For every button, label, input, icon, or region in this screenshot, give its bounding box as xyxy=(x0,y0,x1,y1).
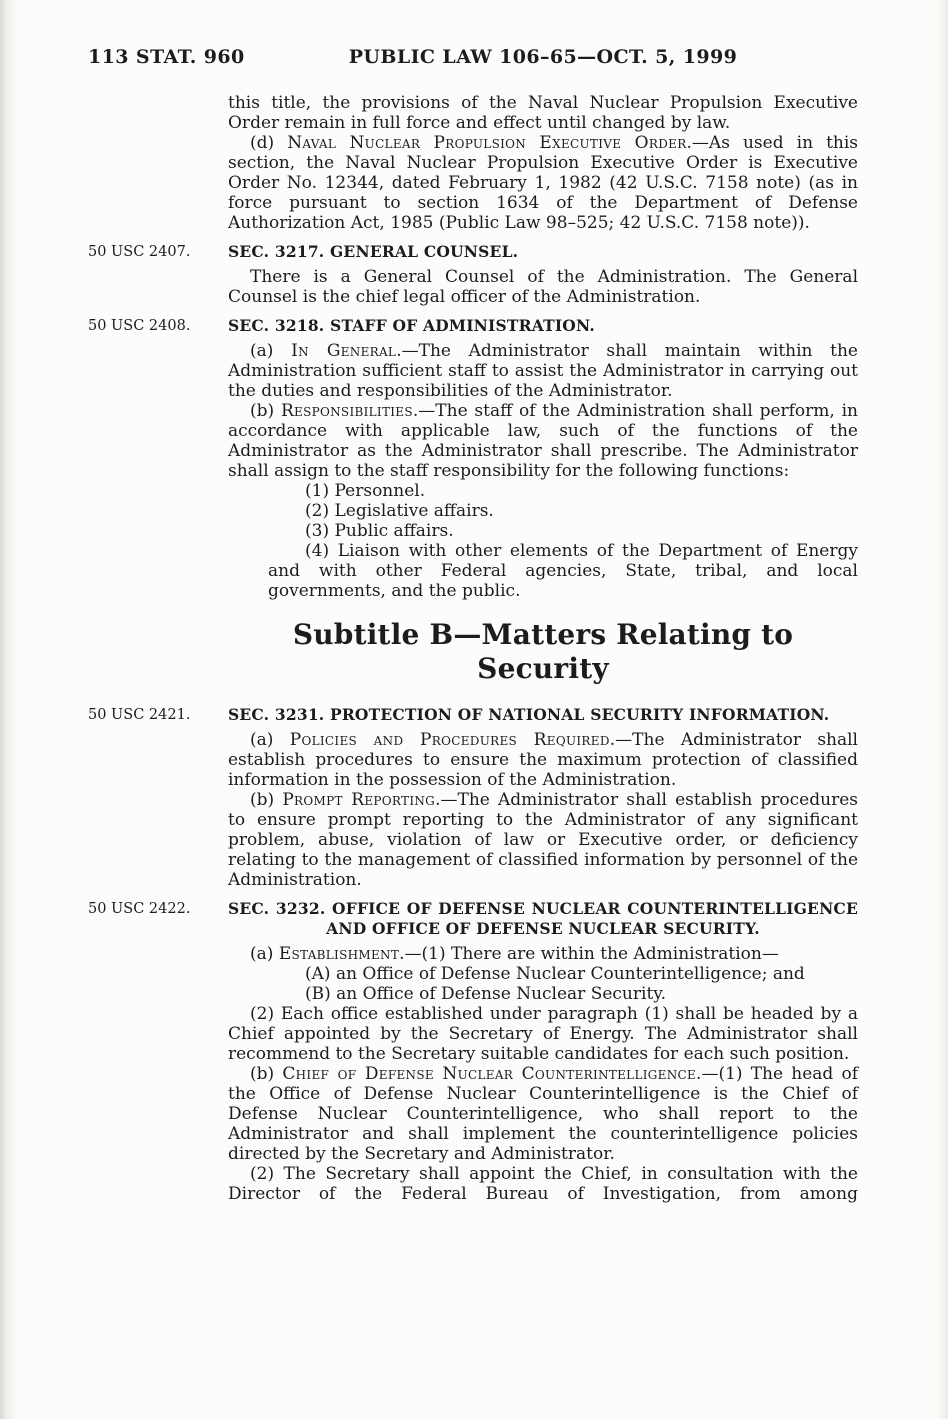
list-item-4: (4) Liaison with other elements of the Department of Energy and with other Federal agencies, State, tribal, and local governments, and the public. xyxy=(268,541,858,601)
body-paragraph-d xyxy=(228,133,858,233)
smallcaps-run: Naval Nuclear Propulsion Executive Order xyxy=(287,133,687,153)
sub-item-A: (A) an Office of Defense Nuclear Counterintelligence; and xyxy=(305,964,805,984)
sub-item-B: (B) an Office of Defense Nuclear Security. xyxy=(305,984,667,1004)
margin-note-usc-2421: 50 USC 2421. xyxy=(88,707,191,723)
smallcaps-run: Responsibilities xyxy=(280,401,413,421)
text-run-pre: (a) xyxy=(250,730,290,750)
subtitle-b-heading: Subtitle B—Matters Relating to Security xyxy=(292,618,794,685)
list-item-3: (3) Public affairs. xyxy=(305,521,454,541)
body-paragraph-3232a xyxy=(228,944,858,964)
smallcaps-run: In General xyxy=(291,341,397,361)
text-run-post: .—The Administrator shall establish procedures to ensure prompt reporting to the Administrator of any significant problem, abuse, violation of law or Executive order, or deficiency relating to the management of classified information by personnel of the Administration. xyxy=(228,790,858,890)
law-title: PUBLIC LAW 106–65—OCT. 5, 1999 xyxy=(348,46,738,68)
list-item-2: (2) Legislative affairs. xyxy=(305,501,494,521)
list-item-1: (1) Personnel. xyxy=(305,481,426,501)
text-run-pre: (a) xyxy=(250,944,279,964)
section-heading-3232-line1: SEC. 3232. OFFICE OF DEFENSE NUCLEAR COUNTERINTELLIGENCE xyxy=(228,899,858,918)
section-heading-3217: SEC. 3217. GENERAL COUNSEL. xyxy=(228,242,519,261)
section-3217-row xyxy=(88,242,858,262)
text-run-post: .—The Administrator shall establish procedures to ensure the maximum protection of classified information in the possession of the Administration. xyxy=(228,730,858,790)
body-paragraph-3232-2: (2) Each office established under paragraph (1) shall be headed by a Chief appointed by the Secretary of Energy. The Administrator shall recommend to the Secretary suitable candidates for each such position. xyxy=(228,1004,858,1064)
body-paragraph-3218a xyxy=(228,341,858,401)
text-run-pre: (b) xyxy=(250,790,283,810)
body-paragraph-3231a xyxy=(228,730,858,790)
smallcaps-run: Establishment xyxy=(278,944,400,964)
section-3231-row xyxy=(88,705,858,725)
body-paragraph-continuation: this title, the provisions of the Naval Nuclear Propulsion Executive Order remain in full force and effect until changed by law. xyxy=(228,93,858,133)
text-run-post: .—(1) The head of the Office of Defense Nuclear Counterintelligence is the Chief of Defense Nuclear Counterintelligence, who shall report to the Administrator and shall implement the counterintelligence policies directed by the Secretary and Administrator. xyxy=(228,1064,858,1164)
stat-page-number: 113 STAT. 960 xyxy=(88,46,245,68)
body-paragraph-3232b xyxy=(228,1064,858,1164)
scan-edge-left xyxy=(0,0,18,1419)
margin-note-usc-2408: 50 USC 2408. xyxy=(88,318,191,334)
section-3232-row xyxy=(88,899,858,939)
text-run-post: .—(1) There are within the Administration— xyxy=(399,944,779,964)
page-header xyxy=(0,46,948,72)
text-run-post: .—The staff of the Administration shall perform, in accordance with applicable law, such of the functions of the Administrator as the Administrator shall prescribe. The Administrator shall assign to the staff responsibility for the following functions: xyxy=(228,401,858,481)
smallcaps-run: Prompt Reporting xyxy=(282,790,436,810)
text-run-pre: (b) xyxy=(250,401,281,421)
text-run-post: .—The Administrator shall maintain within the Administration sufficient staff to assist the Administrator in carrying out the duties and responsibilities of the Administrator. xyxy=(228,341,858,401)
margin-note-usc-2407: 50 USC 2407. xyxy=(88,244,191,260)
smallcaps-run: Policies and Procedures Required xyxy=(289,730,610,750)
body-paragraph-3217: There is a General Counsel of the Administration. The General Counsel is the chief legal officer of the Administration. xyxy=(228,267,858,307)
body-paragraph-3232-2b: (2) The Secretary shall appoint the Chief, in consultation with the Director of the Federal Bureau of Investigation, from among xyxy=(228,1164,858,1204)
body-paragraph-3218b xyxy=(228,401,858,481)
text-run-pre: (a) xyxy=(250,341,292,361)
scan-edge-right xyxy=(938,0,948,1419)
section-heading-3218: SEC. 3218. STAFF OF ADMINISTRATION. xyxy=(228,316,595,335)
text-run-post: .—As used in this section, the Naval Nuclear Propulsion Executive Order is Executive Order No. 12344, dated February 1, 1982 (42 U.S.C. 7158 note) (as in force pursuant to section 1634 of the Department of Defense Authorization Act, 1985 (Public Law 98–525; 42 U.S.C. 7158 note)). xyxy=(228,133,859,233)
section-heading-3231: SEC. 3231. PROTECTION OF NATIONAL SECURITY INFORMATION. xyxy=(228,705,830,724)
text-run-pre: (d) xyxy=(250,133,288,153)
section-heading-3232-line2: AND OFFICE OF DEFENSE NUCLEAR SECURITY. xyxy=(326,919,760,938)
smallcaps-run: Chief of Defense Nuclear Counterintelligence xyxy=(282,1064,697,1084)
section-heading-3232 xyxy=(228,899,858,939)
text-run-pre: (b) xyxy=(250,1064,283,1084)
section-3218-row xyxy=(88,316,858,336)
body-paragraph-3231b xyxy=(228,790,858,890)
margin-note-usc-2422: 50 USC 2422. xyxy=(88,901,191,917)
text-column xyxy=(88,93,859,1204)
